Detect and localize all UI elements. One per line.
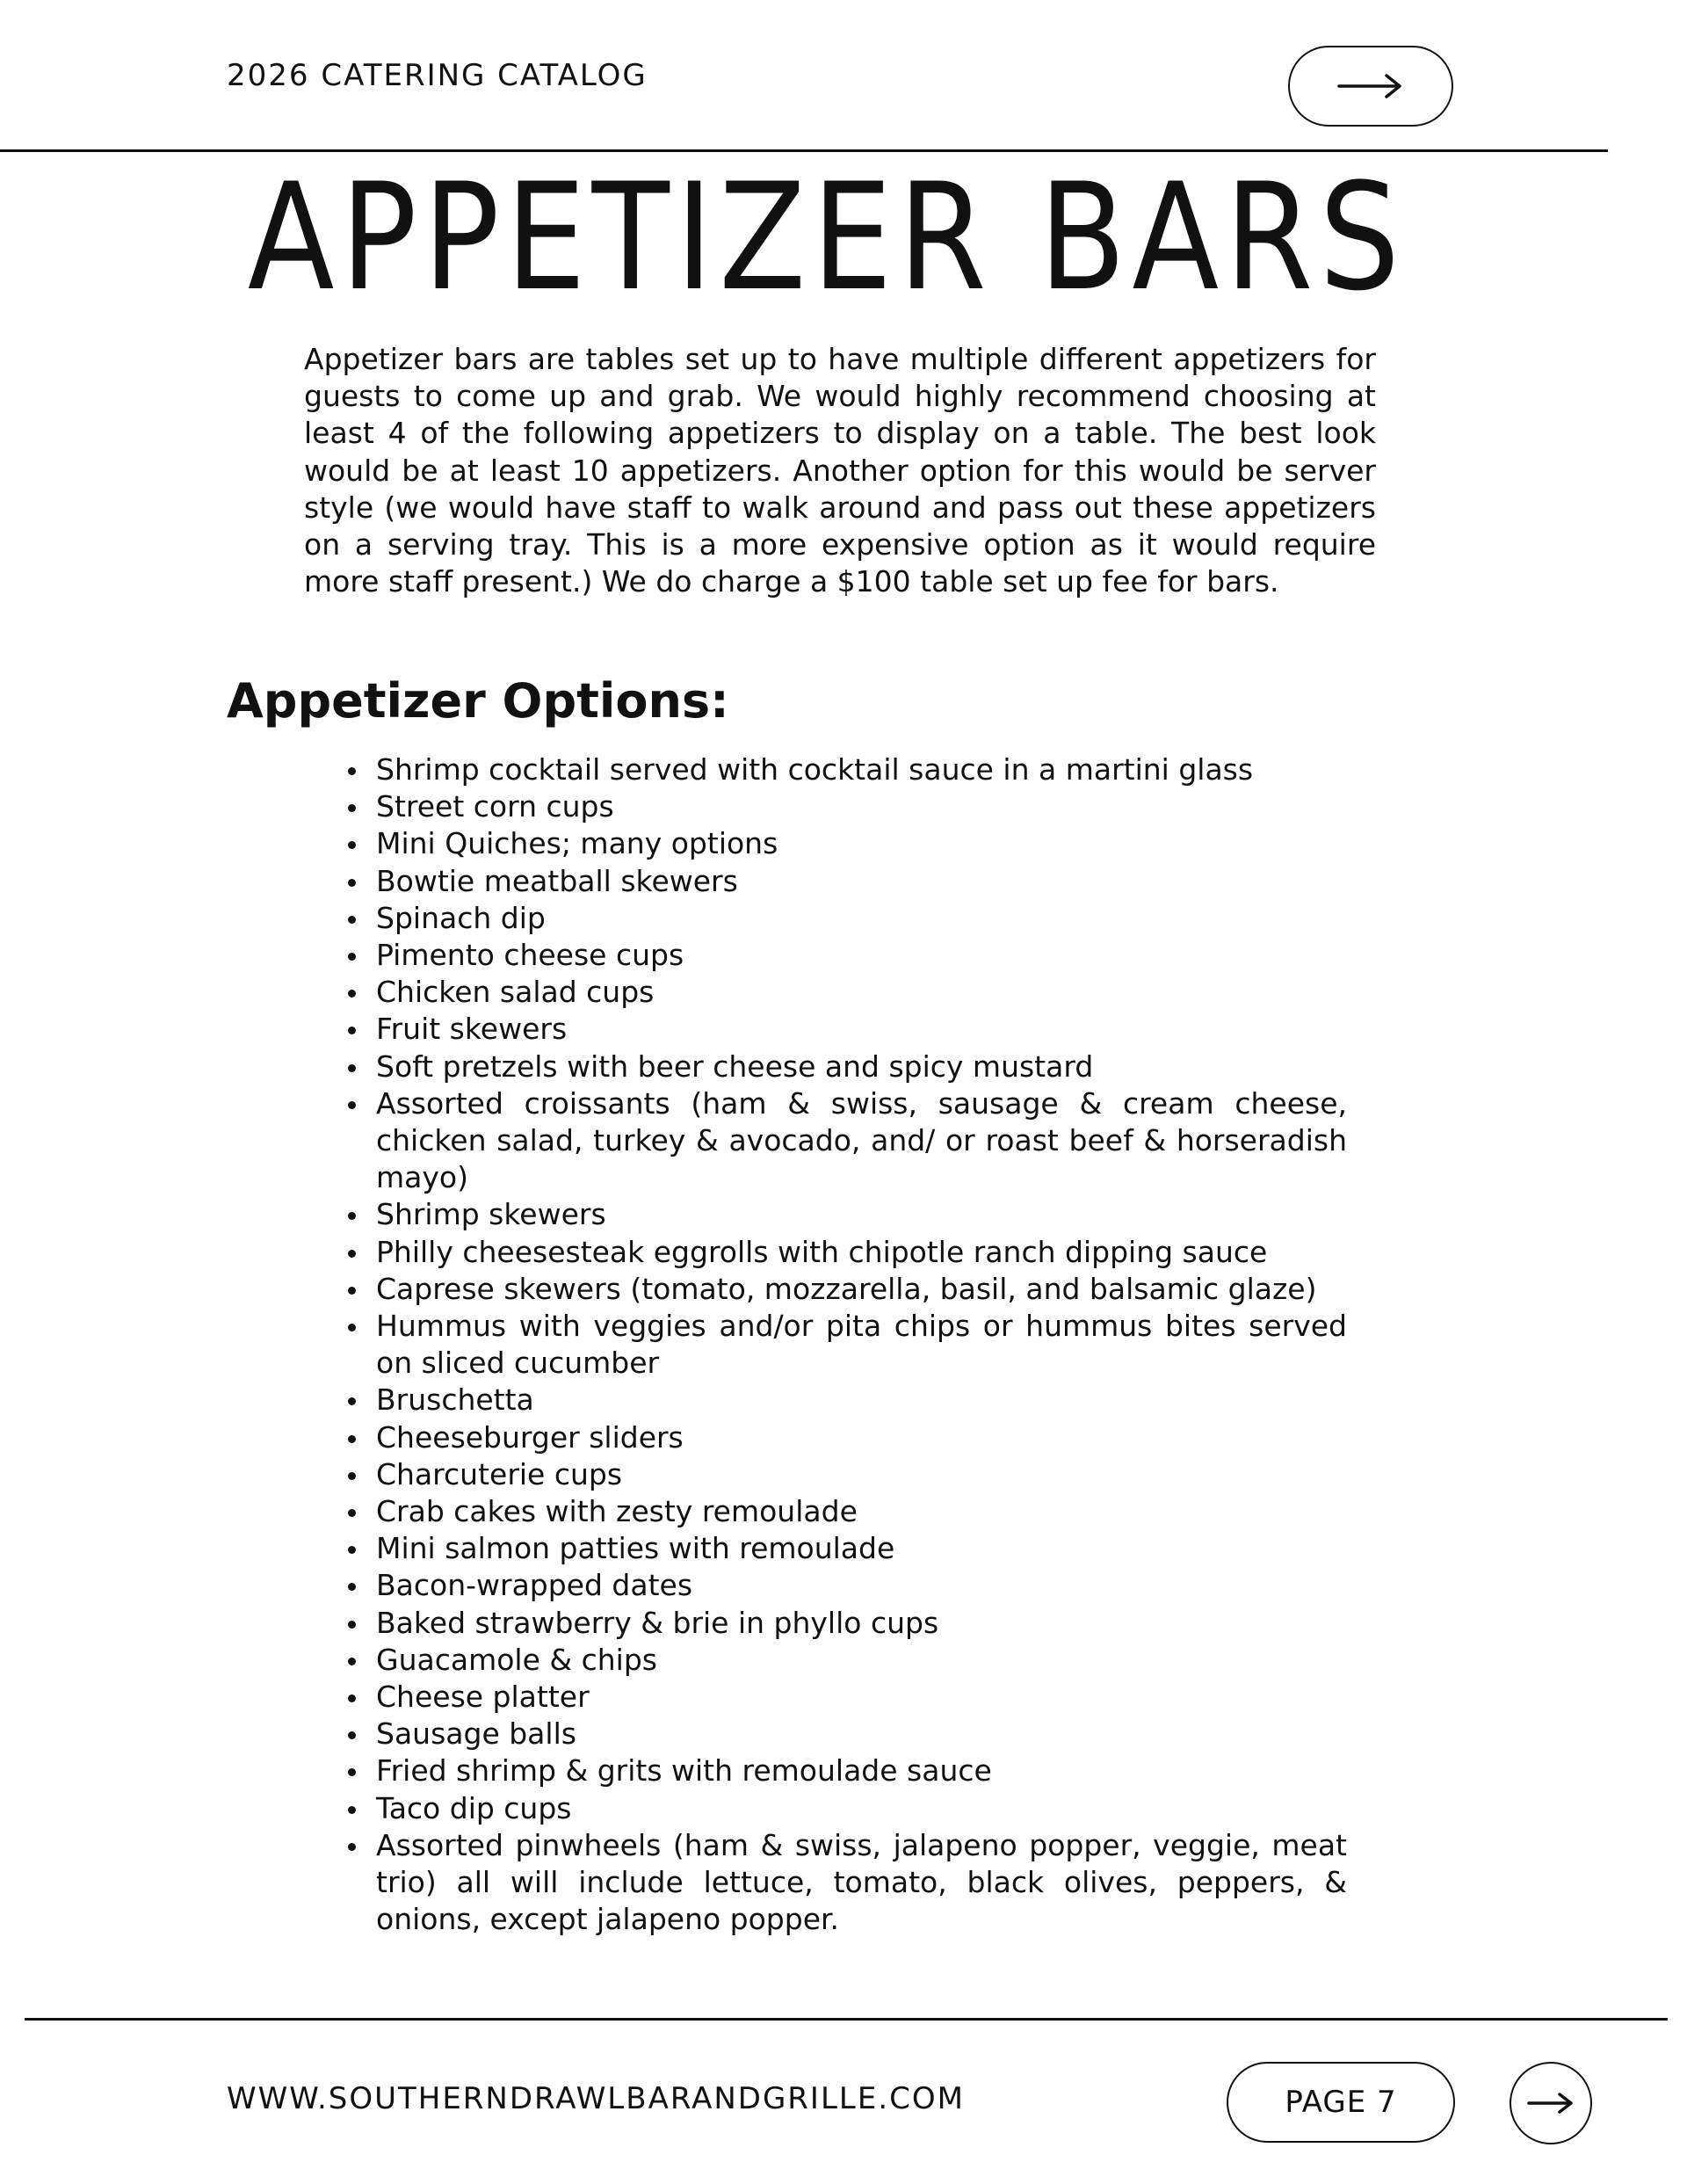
- list-item: Fruit skewers: [376, 1011, 1347, 1048]
- list-item: Shrimp skewers: [376, 1196, 1347, 1233]
- list-item: Chicken salad cups: [376, 974, 1347, 1011]
- list-item: Cheese platter: [376, 1679, 1347, 1716]
- next-page-button[interactable]: [1288, 46, 1453, 127]
- list-item: Soft pretzels with beer cheese and spicy mustard: [376, 1048, 1347, 1085]
- list-item: Cheeseburger sliders: [376, 1419, 1347, 1456]
- page-number-label: PAGE 7: [1285, 2085, 1397, 2120]
- list-item: Baked strawberry & brie in phyllo cups: [376, 1605, 1347, 1642]
- appetizer-list: [376, 751, 1347, 1939]
- list-item: Pimento cheese cups: [376, 937, 1347, 974]
- list-item: Assorted croissants (ham & swiss, sausage & cream cheese, chicken salad, turkey & avocado, and/ or roast beef & horseradish mayo): [376, 1085, 1347, 1197]
- list-item: Bowtie meatball skewers: [376, 863, 1347, 900]
- website-link[interactable]: WWW.SOUTHERNDRAWLBARANDGRILLE.COM: [227, 2081, 965, 2116]
- list-item: Bacon-wrapped dates: [376, 1567, 1347, 1604]
- list-item: Charcuterie cups: [376, 1456, 1347, 1493]
- list-item: Hummus with veggies and/or pita chips or hummus bites served on sliced cucumber: [376, 1308, 1347, 1382]
- arrow-right-icon: [1337, 73, 1404, 99]
- list-item: Assorted pinwheels (ham & swiss, jalapeno popper, veggie, meat trio) all will include lettuce, tomato, black olives, peppers, & onions, except jalapeno popper.: [376, 1827, 1347, 1939]
- footer-next-button[interactable]: [1510, 2062, 1592, 2144]
- list-item: Philly cheesesteak eggrolls with chipotle ranch dipping sauce: [376, 1234, 1347, 1271]
- list-item: Crab cakes with zesty remoulade: [376, 1493, 1347, 1530]
- list-item: Shrimp cocktail served with cocktail sauce in a martini glass: [376, 751, 1347, 788]
- list-item: Sausage balls: [376, 1716, 1347, 1752]
- list-item: Taco dip cups: [376, 1790, 1347, 1827]
- footer-divider: [25, 2018, 1668, 2021]
- list-item: Mini salmon patties with remoulade: [376, 1530, 1347, 1567]
- page-title: APPETIZER BARS: [247, 151, 1406, 323]
- arrow-right-icon: [1527, 2092, 1575, 2115]
- list-item: Mini Quiches; many options: [376, 825, 1347, 862]
- list-item: Guacamole & chips: [376, 1642, 1347, 1679]
- list-item: Bruschetta: [376, 1382, 1347, 1419]
- list-item: Fried shrimp & grits with remoulade sauce: [376, 1752, 1347, 1789]
- catalog-label: 2026 CATERING CATALOG: [227, 58, 648, 93]
- list-item: Street corn cups: [376, 788, 1347, 825]
- intro-paragraph: Appetizer bars are tables set up to have multiple different appetizers for guests to come up and grab. We would highly recommend choosing at least 4 of the following appetizers to display on a table. The best look would be at least 10 appetizers. Another option for this would be server style (we would have staff to walk around and pass out these appetizers on a serving tray. This is a more expensive option as it would require more staff present.) We do charge a $100 table set up fee for bars.: [304, 342, 1376, 599]
- section-title: Appetizer Options:: [227, 673, 729, 729]
- page-number-badge: [1227, 2062, 1455, 2143]
- list-item: Spinach dip: [376, 900, 1347, 937]
- list-item: Caprese skewers (tomato, mozzarella, basil, and balsamic glaze): [376, 1271, 1347, 1308]
